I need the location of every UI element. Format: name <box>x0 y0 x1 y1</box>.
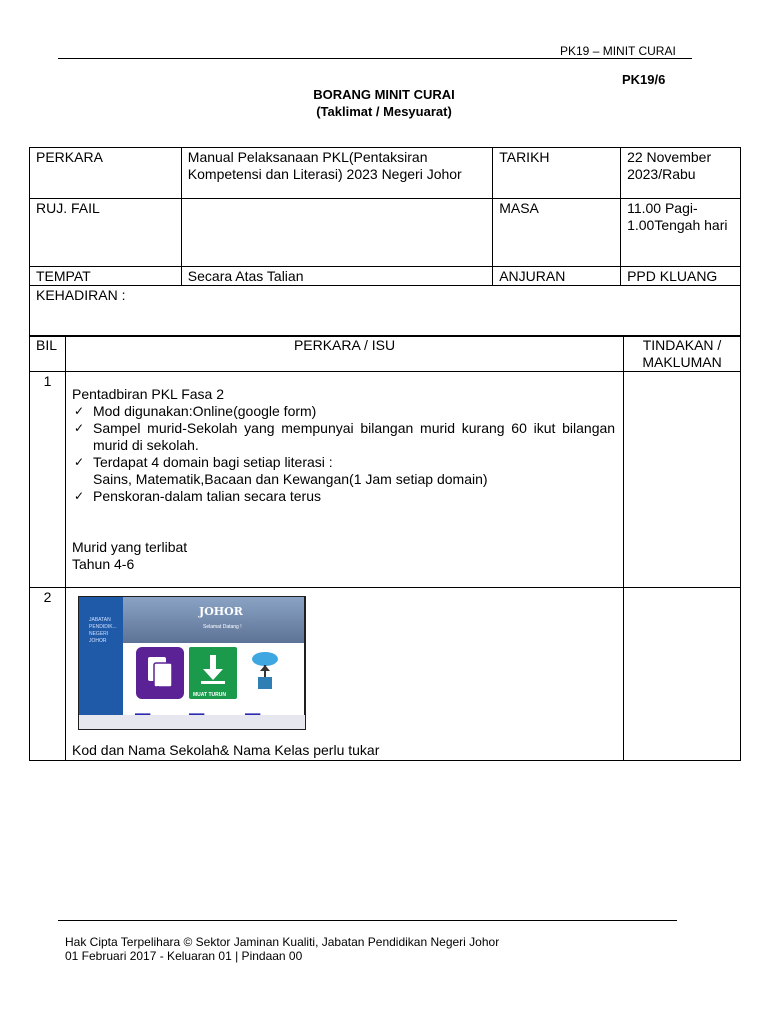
portal-sidebar <box>79 597 123 715</box>
list-item: ✓ Mod digunakan:Online(google form) <box>72 403 615 420</box>
ruj-label: RUJ. FAIL <box>30 199 182 267</box>
download-tile <box>189 647 237 699</box>
form-code: PK19/6 <box>622 72 666 87</box>
items-table <box>29 335 741 761</box>
item-points <box>72 403 615 471</box>
item-heading: Pentadbiran PKL Fasa 2 <box>71 386 225 402</box>
tahun-text: Tahun 4-6 <box>71 556 135 572</box>
list-item: ✓ Penskoran-dalam talian secara terus <box>72 488 615 505</box>
portal-screenshot <box>78 596 306 730</box>
meta-row-perkara <box>30 148 741 199</box>
sidebar-text: NEGERI <box>88 631 109 637</box>
tarikh-value: 22 November 2023/Rabu <box>621 148 741 199</box>
copy-tile <box>136 647 184 699</box>
item-note: Kod dan Nama Sekolah& Nama Kelas perlu tukar <box>71 742 380 758</box>
footer-divider <box>58 920 677 921</box>
col-bil: BIL <box>30 336 66 372</box>
col-perkara: PERKARA / ISU <box>65 336 623 372</box>
item-isu <box>65 588 623 761</box>
item-isu <box>65 372 623 588</box>
header-divider <box>58 58 692 59</box>
meta-row-tempat <box>30 267 741 286</box>
meta-table <box>29 147 741 337</box>
form-title-main: BORANG MINIT CURAI <box>313 87 455 102</box>
meta-row-ruj <box>30 199 741 267</box>
ruj-value <box>181 199 492 267</box>
items-header-row <box>30 336 741 372</box>
banner-subtitle: Selamat Datang ! <box>202 624 242 630</box>
anjuran-label: ANJURAN <box>493 267 621 286</box>
taskbar <box>79 715 305 729</box>
portal-content <box>123 643 304 715</box>
tempat-label: TEMPAT <box>30 267 182 286</box>
footer-copyright: Hak Cipta Terpelihara © Sektor Jaminan Kualiti, Jabatan Pendidikan Negeri Johor <box>65 935 500 949</box>
masa-value: 11.00 Pagi- 1.00Tengah hari <box>621 199 741 267</box>
tempat-value: Secara Atas Talian <box>181 267 492 286</box>
perkara-label: PERKARA <box>30 148 182 199</box>
cloud-upload-icon <box>247 647 283 695</box>
form-title <box>0 86 768 120</box>
item-tindakan <box>624 588 741 761</box>
sidebar-text: JABATAN <box>88 617 111 623</box>
anjuran-value: PPD KLUANG <box>621 267 741 286</box>
item-row-1 <box>30 372 741 588</box>
item-row-2 <box>30 588 741 761</box>
sidebar-text: PENDIDIK... <box>88 624 117 630</box>
link-icon: ▁▁▁▁▁ <box>244 709 261 714</box>
meta-row-kehadiran <box>30 286 741 337</box>
item-tindakan <box>624 372 741 588</box>
footer-version: 01 Februari 2017 - Keluaran 01 | Pindaan 00 <box>65 949 303 963</box>
perkara-value: Manual Pelaksanaan PKL(Pentaksiran Kompetensi dan Literasi) 2023 Negeri Johor <box>181 148 492 199</box>
banner-title: JOHOR <box>198 605 243 618</box>
murid-label: Murid yang terlibat <box>71 539 188 555</box>
item-subline: Sains, Matematik,Bacaan dan Kewangan(1 Jam setiap domain) <box>92 471 488 487</box>
list-item: ✓ Sampel murid-Sekolah yang mempunyai bilangan murid kurang 60 ikut bilangan murid di sekolah. <box>72 420 615 454</box>
form-title-sub: (Taklimat / Mesyuarat) <box>316 104 452 119</box>
col-tindakan: TINDAKAN / MAKLUMAN <box>624 336 741 372</box>
item-bil: 1 <box>30 372 66 588</box>
tile-label: Copy <box>155 686 169 692</box>
item-bil: 2 <box>30 588 66 761</box>
header-text: PK19 – MINIT CURAI <box>560 44 676 58</box>
link-icon: ▁▁▁▁▁ <box>188 709 205 714</box>
sidebar-text: JOHOR <box>88 638 107 644</box>
masa-label: MASA <box>493 199 621 267</box>
tarikh-label: TARIKH <box>493 148 621 199</box>
kehadiran-label: KEHADIRAN : <box>30 286 741 337</box>
portal-banner <box>123 597 304 643</box>
list-item: ✓ Terdapat 4 domain bagi setiap literasi : <box>72 454 615 471</box>
link-icon: ▁▁▁▁▁ <box>134 709 151 714</box>
tile-label: MUAT TURUN <box>192 692 226 698</box>
item-points-cont <box>72 488 615 505</box>
